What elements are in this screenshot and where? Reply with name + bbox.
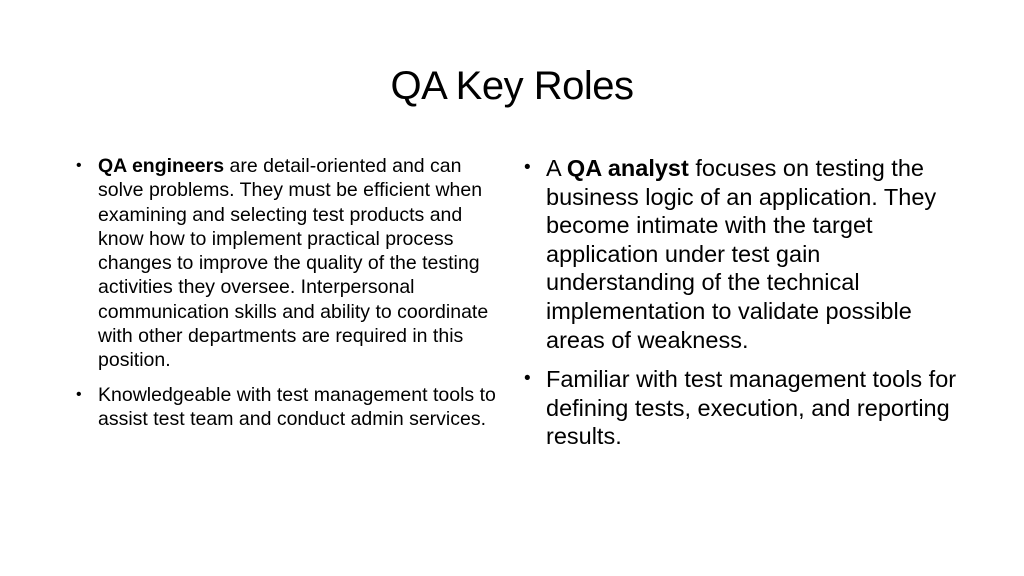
qa-analyst-description: focuses on testing the business logic of an application. They become intimate with the target application under test gain understanding of the technical implementation to validate possible areas of weakness. bbox=[546, 155, 937, 353]
list-item-qa-engineers bbox=[76, 154, 506, 373]
right-bullet-list bbox=[524, 154, 964, 451]
engineer-tools-text: Knowledgeable with test management tools to assist test team and conduct admin services. bbox=[98, 383, 496, 430]
bullet-icon: • bbox=[76, 157, 82, 174]
bullet-icon: • bbox=[524, 157, 531, 178]
list-item-analyst-tools bbox=[524, 365, 964, 451]
list-item-qa-analyst bbox=[524, 154, 964, 354]
term-qa-engineers: QA engineers bbox=[98, 155, 225, 177]
right-column bbox=[524, 154, 964, 462]
analyst-tools-text: Familiar with test management tools for defining tests, execution, and reporting results. bbox=[546, 366, 957, 450]
list-item-engineer-tools bbox=[76, 383, 506, 432]
left-bullet-list bbox=[76, 154, 506, 431]
term-qa-analyst: QA analyst bbox=[566, 155, 689, 181]
bullet-icon: • bbox=[76, 385, 82, 403]
left-column bbox=[76, 154, 506, 441]
qa-engineers-description: are detail-oriented and can solve problems. They must be efficient when examining and selecting test products and know how to implement practical process changes to improve the quality of the testing activities they oversee. Interpersonal communication skills and ability to coordinate with other departments are required in this position. bbox=[98, 155, 489, 372]
bullet-icon: • bbox=[524, 368, 531, 390]
qa-analyst-prefix: A bbox=[546, 155, 567, 181]
slide-title: QA Key Roles bbox=[390, 64, 634, 108]
